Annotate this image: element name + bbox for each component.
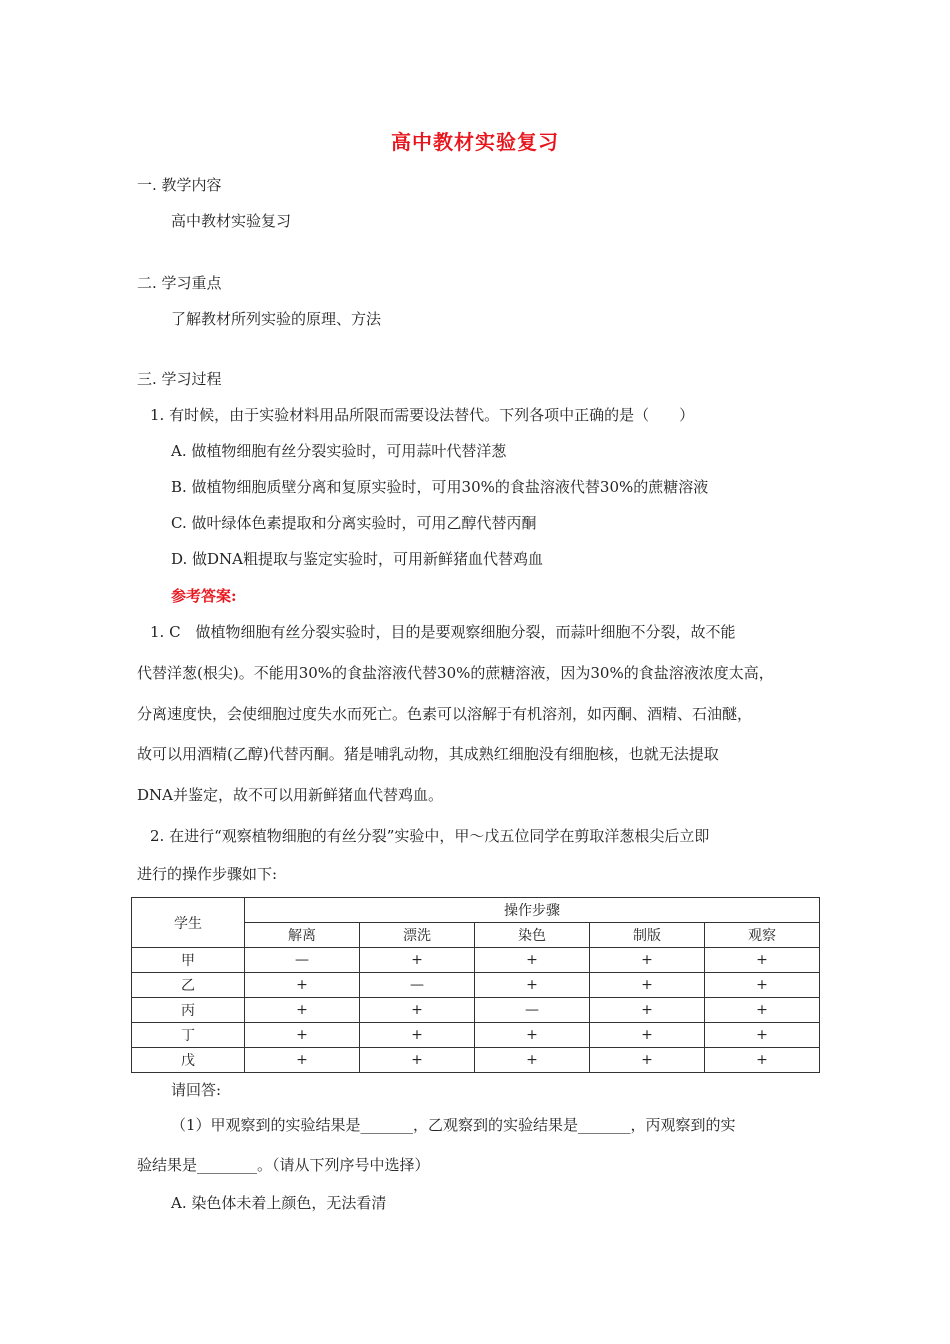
table-header-steps: 操作步骤 xyxy=(245,898,820,923)
question-1-stem: 1. 有时候，由于实验材料用品所限而需要设法替代。下列各项中正确的是（ ） xyxy=(150,406,695,424)
table-row xyxy=(132,1048,820,1073)
table-row xyxy=(132,1023,820,1048)
mark-cell: + xyxy=(360,1023,475,1048)
mark-cell: + xyxy=(245,998,360,1023)
question-2-stem-continued: 进行的操作步骤如下: xyxy=(137,865,278,883)
mark-cell: + xyxy=(705,1048,820,1073)
mark-cell: + xyxy=(245,1023,360,1048)
mark-cell: + xyxy=(590,1023,705,1048)
answer-line: 1. C 做植物细胞有丝分裂实验时，目的是要观察细胞分裂，而蒜叶细胞不分裂，故不能 xyxy=(150,623,736,641)
student-cell: 丙 xyxy=(132,998,245,1023)
answer-line: DNA并鉴定，故不可以用新鲜猪血代替鸡血。 xyxy=(137,786,443,804)
table-row xyxy=(132,998,820,1023)
section-body-content: 高中教材实验复习 xyxy=(171,212,292,230)
mark-cell: + xyxy=(245,1048,360,1073)
answer-line: 分离速度快，会使细胞过度失水而死亡。色素可以溶解于有机溶剂，如丙酮、酒精、石油醚， xyxy=(137,705,753,723)
student-cell: 乙 xyxy=(132,973,245,998)
student-cell: 戊 xyxy=(132,1048,245,1073)
mark-cell: — xyxy=(245,948,360,973)
mark-cell: + xyxy=(475,1048,590,1073)
table-header-step: 制版 xyxy=(590,923,705,948)
table-row xyxy=(132,948,820,973)
table-row xyxy=(132,973,820,998)
answer-line: 代替洋葱(根尖)。不能用30%的食盐溶液代替30%的蔗糖溶液，因为30%的食盐溶液浓度太高， xyxy=(137,664,774,682)
mark-cell: + xyxy=(590,998,705,1023)
table-header-step: 观察 xyxy=(705,923,820,948)
question-1-option-b: B. 做植物细胞质壁分离和复原实验时，可用30%的食盐溶液代替30%的蔗糖溶液 xyxy=(171,478,709,496)
question-1-option-d: D. 做DNA粗提取与鉴定实验时，可用新鲜猪血代替鸡血 xyxy=(171,550,544,568)
mark-cell: + xyxy=(475,973,590,998)
question-1-option-c: C. 做叶绿体色素提取和分离实验时，可用乙醇代替丙酮 xyxy=(171,514,537,532)
answer-line: 故可以用酒精(乙醇)代替丙酮。猪是哺乳动物，其成熟红细胞没有细胞核，也就无法提取 xyxy=(137,745,719,763)
mark-cell: + xyxy=(360,1048,475,1073)
mark-cell: + xyxy=(705,948,820,973)
table-header-step: 染色 xyxy=(475,923,590,948)
mark-cell: + xyxy=(360,948,475,973)
student-cell: 甲 xyxy=(132,948,245,973)
question-2-sub1-continued: 验结果是________。（请从下列序号中选择） xyxy=(137,1156,430,1174)
mark-cell: — xyxy=(475,998,590,1023)
page-title: 高中教材实验复习 xyxy=(391,130,559,154)
mark-cell: + xyxy=(360,998,475,1023)
question-2-prompt: 请回答: xyxy=(171,1081,222,1099)
section-heading-focus: 二. 学习重点 xyxy=(137,274,222,292)
question-2-stem: 2. 在进行“观察植物细胞的有丝分裂”实验中，甲～戊五位同学在剪取洋葱根尖后立即 xyxy=(150,827,710,845)
question-2-sub1: （1）甲观察到的实验结果是_______，乙观察到的实验结果是_______，丙观察到的实 xyxy=(171,1116,736,1134)
mark-cell: + xyxy=(590,973,705,998)
table-header-student: 学生 xyxy=(132,898,245,948)
mark-cell: + xyxy=(475,948,590,973)
section-body-focus: 了解教材所列实验的原理、方法 xyxy=(171,310,382,328)
section-heading-content: 一. 教学内容 xyxy=(137,176,222,194)
student-cell: 丁 xyxy=(132,1023,245,1048)
mark-cell: + xyxy=(590,948,705,973)
mark-cell: + xyxy=(705,998,820,1023)
answer-label: 参考答案: xyxy=(171,587,237,605)
mark-cell: + xyxy=(245,973,360,998)
table-header-step: 漂洗 xyxy=(360,923,475,948)
question-1-option-a: A. 做植物细胞有丝分裂实验时，可用蒜叶代替洋葱 xyxy=(171,442,507,460)
question-2-option-a: A. 染色体未着上颜色，无法看清 xyxy=(171,1194,387,1212)
mark-cell: — xyxy=(360,973,475,998)
mark-cell: + xyxy=(705,973,820,998)
section-heading-process: 三. 学习过程 xyxy=(137,370,222,388)
procedure-table xyxy=(131,897,820,1073)
table-header-step: 解离 xyxy=(245,923,360,948)
mark-cell: + xyxy=(475,1023,590,1048)
mark-cell: + xyxy=(705,1023,820,1048)
mark-cell: + xyxy=(590,1048,705,1073)
